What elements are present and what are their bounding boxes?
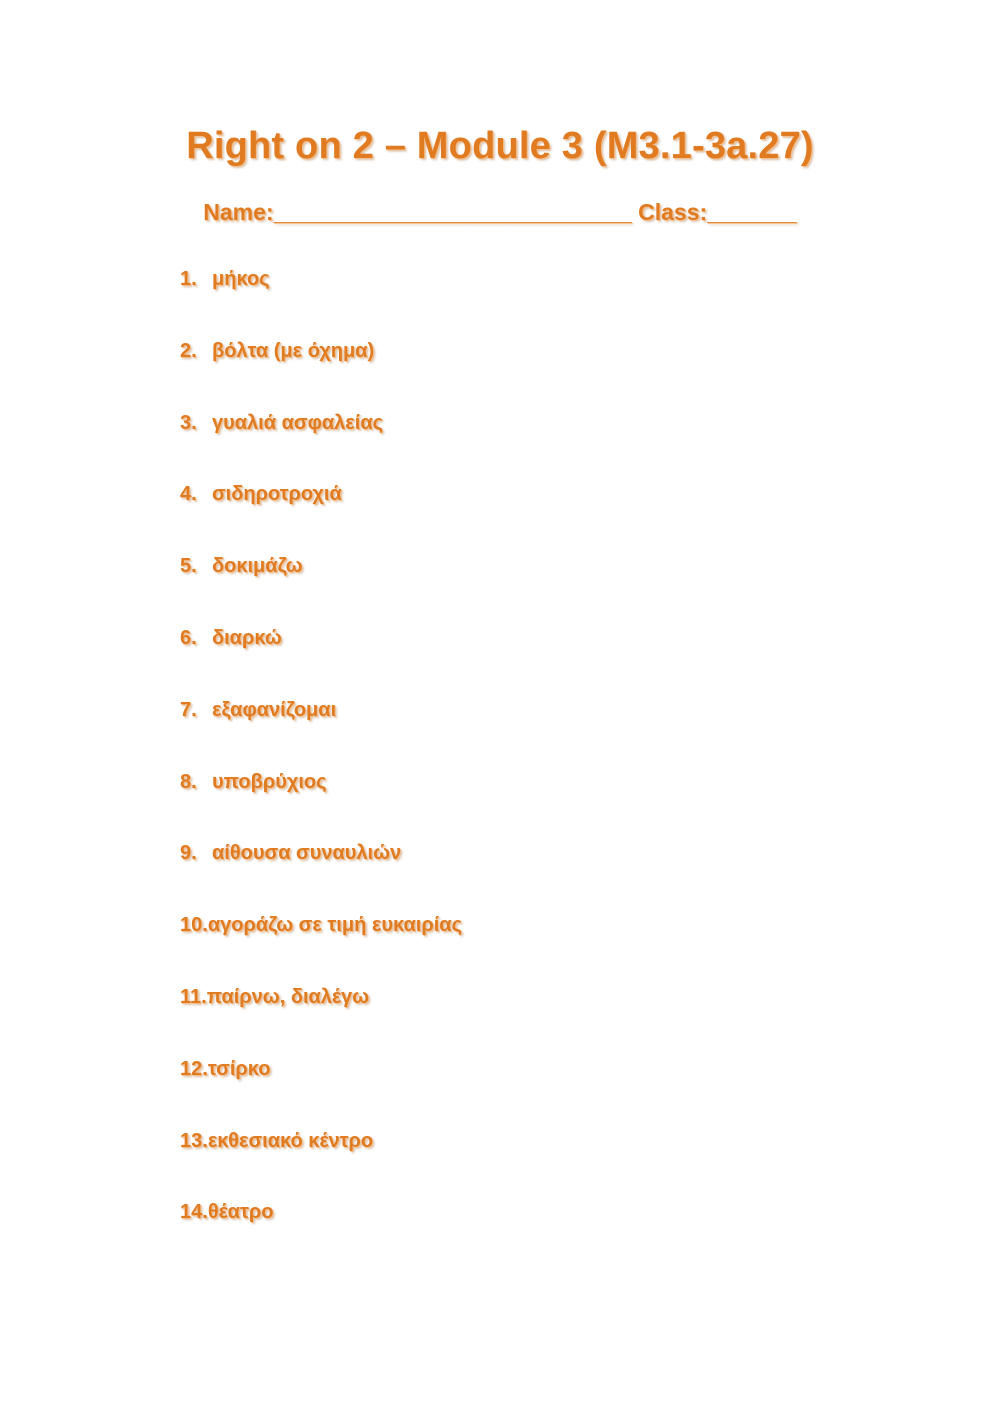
item-number: 7. [180, 698, 197, 721]
item-number: 11. [180, 985, 207, 1008]
list-item [180, 406, 780, 478]
list-item [180, 836, 780, 908]
item-number: 9. [180, 842, 197, 865]
item-number: 8. [180, 770, 197, 793]
vocabulary-list [180, 262, 780, 1267]
item-number: 4. [180, 483, 197, 506]
list-item [180, 980, 780, 1052]
item-text: μήκος [212, 268, 270, 290]
item-text: αγοράζω σε τιμή ευκαιρίας [207, 914, 462, 937]
item-number: 12. [180, 1057, 208, 1080]
item-text: εξαφανίζομαι [212, 698, 337, 721]
list-item [180, 765, 780, 837]
item-number: 1. [180, 268, 197, 290]
list-item [180, 262, 780, 334]
item-number: 13. [180, 1129, 208, 1152]
item-text: δοκιμάζω [212, 555, 303, 578]
item-number: 6. [180, 626, 197, 649]
item-number: 14. [180, 1201, 208, 1224]
item-text: αίθουσα συναυλιών [212, 842, 402, 865]
list-item [180, 908, 780, 980]
list-item [180, 1124, 780, 1196]
list-item [180, 1195, 780, 1267]
name-class-field: Name:____________________________ Class:_______ [203, 199, 797, 225]
list-item [180, 477, 780, 549]
list-item [180, 549, 780, 621]
item-text: σιδηροτροχιά [212, 483, 342, 506]
worksheet-title: Right on 2 – Module 3 (M3.1-3a.27) [186, 125, 814, 167]
item-text: τσίρκο [207, 1057, 271, 1080]
item-number: 3. [180, 411, 197, 434]
item-text: βόλτα (με όχημα) [212, 339, 375, 362]
item-text: διαρκώ [212, 626, 282, 649]
item-number: 10. [180, 914, 208, 937]
item-number: 2. [180, 339, 197, 362]
item-text: εκθεσιακό κέντρο [207, 1129, 374, 1152]
item-text: υποβρύχιος [212, 770, 327, 793]
list-item [180, 334, 780, 406]
item-text: γυαλιά ασφαλείας [212, 411, 384, 434]
item-text: θέατρο [207, 1201, 274, 1224]
item-text: παίρνω, διαλέγω [206, 985, 369, 1008]
list-item [180, 693, 780, 765]
list-item [180, 621, 780, 693]
item-number: 5. [180, 555, 197, 578]
list-item [180, 1052, 780, 1124]
